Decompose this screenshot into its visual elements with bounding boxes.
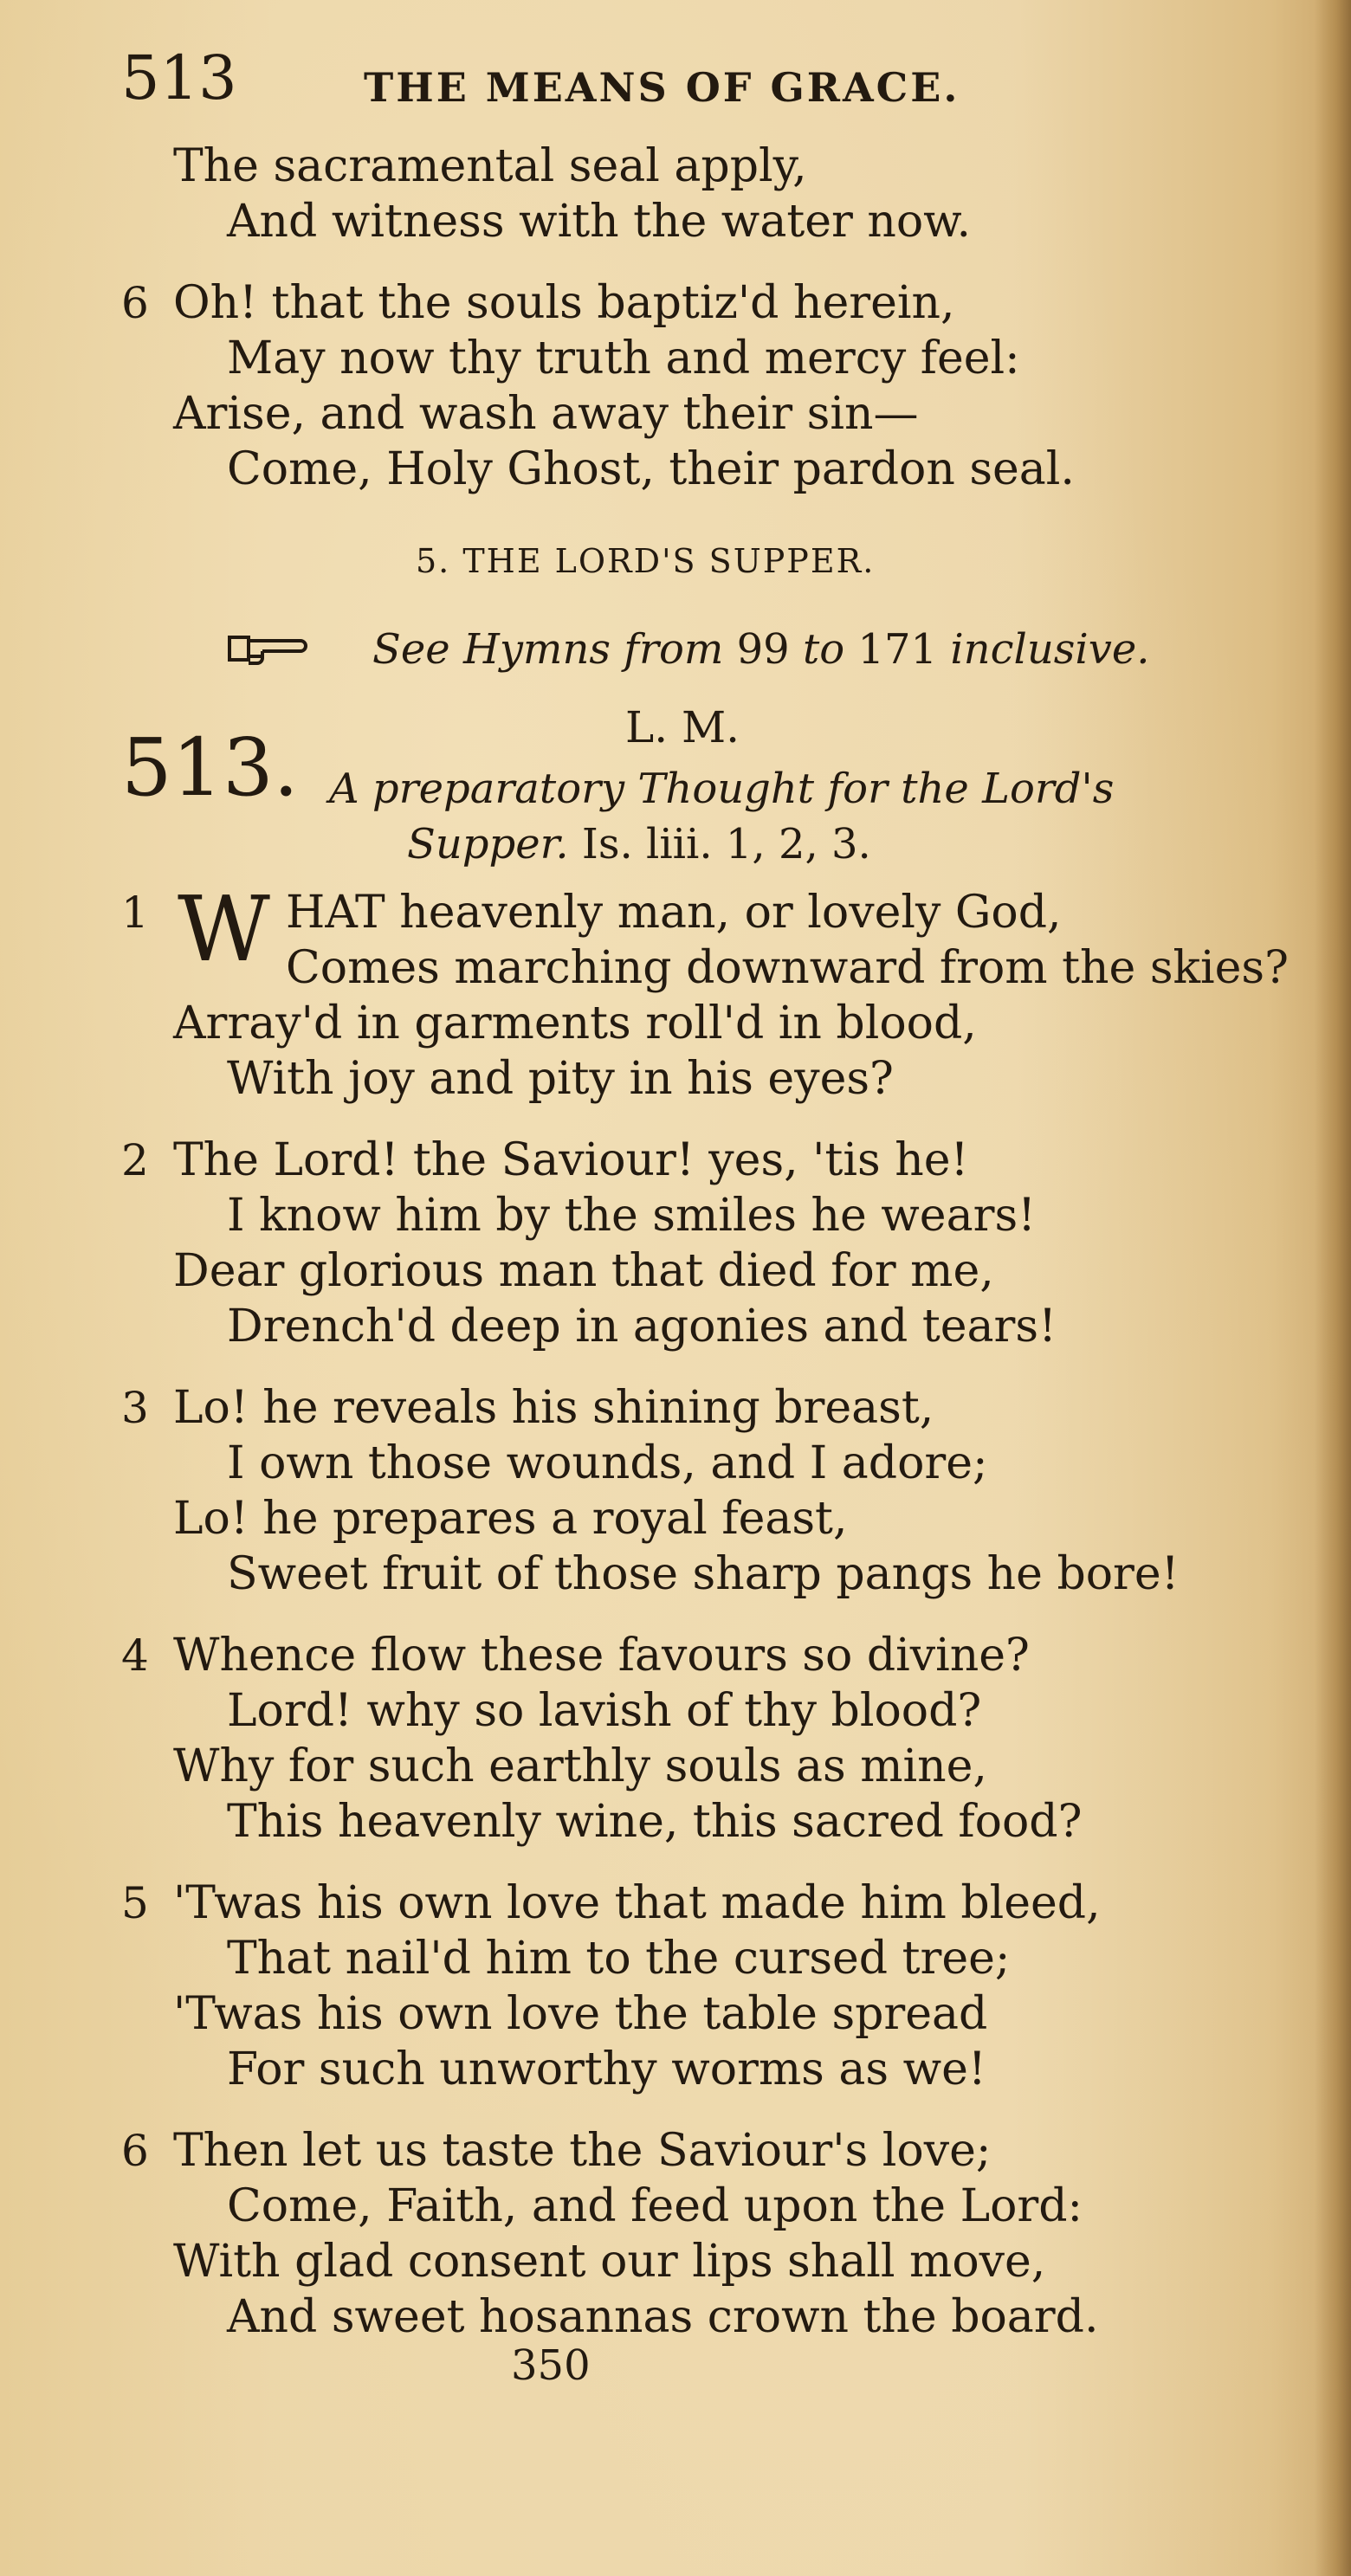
section-heading: 5. THE LORD'S SUPPER. <box>416 542 876 580</box>
verse-line: 'Twas his own love the table spread <box>173 1988 988 2040</box>
previous-hymn-line: And witness with the water now. <box>227 196 972 248</box>
previous-hymn-line: Come, Holy Ghost, their pardon seal. <box>227 443 1075 495</box>
see-hymns-prefix: See Hymns from <box>372 625 724 674</box>
stanza-number: 3 <box>121 1383 149 1433</box>
verse-line: I know him by the smiles he wears! <box>227 1190 1037 1242</box>
see-hymns-to: 171 <box>857 625 938 674</box>
see-hymns-reference <box>372 622 1150 677</box>
verse-line: Lo! he reveals his shining breast, <box>173 1382 934 1434</box>
stanza-number: 1 <box>121 888 149 938</box>
previous-hymn-line: May now thy truth and mercy feel: <box>227 332 1020 384</box>
verse-line: That nail'd him to the cursed tree; <box>227 1933 1011 1985</box>
verse-line: Array'd in garments roll'd in blood, <box>173 997 977 1049</box>
page-edge-shading <box>1315 0 1351 2576</box>
verse-line: The Lord! the Saviour! yes, 'tis he! <box>173 1134 969 1186</box>
previous-hymn-line: Arise, and wash away their sin— <box>173 388 919 440</box>
scripture-reference: Is. liii. 1, 2, 3. <box>581 820 871 868</box>
previous-hymn-line: Oh! that the souls baptiz'd herein, <box>173 277 955 329</box>
hymn-subtitle-line2 <box>407 817 871 871</box>
verse-line: 'Twas his own love that made him bleed, <box>173 1877 1101 1929</box>
verse-line: This heavenly wine, this sacred food? <box>227 1796 1083 1848</box>
stanza-number: 6 <box>121 2126 149 2176</box>
pointing-hand-icon <box>221 622 316 686</box>
running-head-page-number: 513 <box>121 42 237 113</box>
footer-page-number: 350 <box>511 2341 591 2390</box>
stanza-number: 5 <box>121 1878 149 1928</box>
see-hymns-inclusive: inclusive. <box>950 625 1150 674</box>
verse-line: Whence flow these favours so divine? <box>173 1630 1030 1682</box>
verse-line: For such unworthy worms as we! <box>227 2043 986 2095</box>
running-head-title: THE MEANS OF GRACE. <box>364 64 960 111</box>
verse-line: And sweet hosannas crown the board. <box>227 2291 1099 2343</box>
verse-line: Comes marching downward from the skies? <box>286 942 1289 994</box>
verse-line: HAT heavenly man, or lovely God, <box>286 887 1062 939</box>
hymn-subtitle: A preparatory Thought for the Lord's <box>329 765 1115 813</box>
verse-line: With glad consent our lips shall move, <box>173 2236 1046 2288</box>
hymn-number: 513. <box>121 721 299 814</box>
verse-line: I own those wounds, and I adore; <box>227 1437 988 1489</box>
verse-line: Why for such earthly souls as mine, <box>173 1740 987 1792</box>
verse-line: Then let us taste the Saviour's love; <box>173 2125 992 2177</box>
verse-line: Sweet fruit of those sharp pangs he bore! <box>227 1548 1180 1600</box>
verse-line: Come, Faith, and feed upon the Lord: <box>227 2180 1083 2232</box>
verse-line: Lord! why so lavish of thy blood? <box>227 1685 982 1737</box>
stanza-number: 4 <box>121 1630 149 1681</box>
drop-cap: W <box>178 876 270 982</box>
hymn-subtitle-supper: Supper. <box>407 820 569 868</box>
verse-line: With joy and pity in his eyes? <box>227 1053 894 1105</box>
stanza-number: 2 <box>121 1135 149 1185</box>
see-hymns-to-word: to <box>802 625 845 674</box>
see-hymns-from: 99 <box>736 625 790 674</box>
previous-hymn-line: The sacramental seal apply, <box>173 140 807 192</box>
verse-line: Lo! he prepares a royal feast, <box>173 1493 848 1545</box>
verse-line: Drench'd deep in agonies and tears! <box>227 1301 1057 1353</box>
hymn-meter: L. M. <box>625 702 740 752</box>
verse-line: Dear glorious man that died for me, <box>173 1245 994 1297</box>
stanza-number: 6 <box>121 278 149 328</box>
